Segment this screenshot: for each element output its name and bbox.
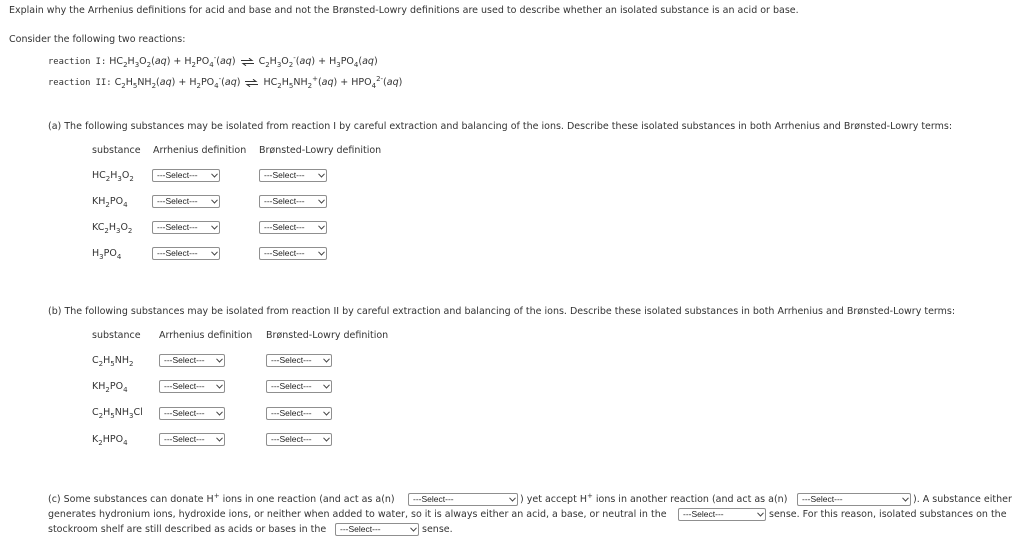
chevron-down-icon <box>316 222 326 233</box>
bronsted-select[interactable] <box>259 169 327 182</box>
arrhenius-select[interactable] <box>152 195 220 208</box>
chevron-down-icon <box>321 381 331 392</box>
substance-formula: $K_2HPO_4$ <box>92 434 128 447</box>
select-value: ---Select--- <box>413 494 454 504</box>
arrhenius-select[interactable] <box>152 247 220 260</box>
substance-formula: $C_2H_5NH_2$ <box>92 355 134 368</box>
chevron-down-icon <box>321 434 331 445</box>
part-b-header-arrhenius: Arrhenius definition <box>159 330 253 341</box>
select-value: ---Select--- <box>164 408 205 418</box>
chevron-down-icon <box>321 408 331 419</box>
substance-formula: $HC_2H_3O_2$ <box>92 170 134 183</box>
select-value: ---Select--- <box>164 355 205 365</box>
consider-text: Consider the following two reactions: <box>9 34 186 45</box>
part-c-text-end-1: ). A substance either <box>913 494 1012 505</box>
part-a-header-bronsted: Brønsted-Lowry definition <box>259 145 382 156</box>
part-b-header-substance: substance <box>92 330 141 341</box>
select-value: ---Select--- <box>264 222 305 232</box>
bronsted-select[interactable] <box>266 407 332 420</box>
chevron-down-icon <box>209 222 219 233</box>
select-value: ---Select--- <box>157 248 198 258</box>
substance-formula: $KH_2PO_4$ <box>92 381 128 394</box>
arrhenius-select[interactable] <box>159 407 225 420</box>
select-value: ---Select--- <box>264 248 305 258</box>
bronsted-select[interactable] <box>266 433 332 446</box>
equilibrium-arrow-icon <box>241 58 254 66</box>
superscript-plus: + <box>586 491 593 500</box>
substance-formula: $H_3PO_4$ <box>92 248 122 261</box>
select-value: ---Select--- <box>157 196 198 206</box>
chevron-down-icon <box>214 408 224 419</box>
arrhenius-select[interactable] <box>152 169 220 182</box>
part-c-text: ions in another reaction (and act as a(n) <box>592 494 788 505</box>
select-value: ---Select--- <box>683 509 724 519</box>
reaction-1-label: reaction I: <box>48 57 107 67</box>
chevron-down-icon <box>900 494 910 505</box>
part-c-text-end-2: sense. For this reason, isolated substances on the <box>769 509 1007 520</box>
select-value: ---Select--- <box>164 434 205 444</box>
part-b-header-bronsted: Brønsted-Lowry definition <box>266 330 389 341</box>
part-c-select-4[interactable] <box>335 523 419 536</box>
chevron-down-icon <box>316 248 326 259</box>
select-value: ---Select--- <box>264 196 305 206</box>
superscript-plus: + <box>213 491 220 500</box>
arrhenius-select[interactable] <box>152 221 220 234</box>
select-value: ---Select--- <box>271 355 312 365</box>
chevron-down-icon <box>507 494 517 505</box>
part-c-line-3: stockroom shelf are still described as acids or bases in the <box>48 524 327 535</box>
select-value: ---Select--- <box>340 524 381 534</box>
substance-formula: $KH_2PO_4$ <box>92 196 128 209</box>
part-c-select-1[interactable] <box>408 493 518 506</box>
part-c-text: ions in one reaction (and act as a(n) <box>219 494 395 505</box>
chevron-down-icon <box>214 355 224 366</box>
chevron-down-icon <box>316 170 326 181</box>
substance-formula: $KC_2H_3O_2$ <box>92 222 133 235</box>
chevron-down-icon <box>214 434 224 445</box>
part-a-header-arrhenius: Arrhenius definition <box>153 145 247 156</box>
select-value: ---Select--- <box>802 494 843 504</box>
chevron-down-icon <box>209 196 219 207</box>
part-c-select-3[interactable] <box>678 508 766 521</box>
bronsted-select[interactable] <box>266 380 332 393</box>
chevron-down-icon <box>755 509 765 520</box>
part-c-text: ) yet accept H <box>520 494 587 505</box>
select-value: ---Select--- <box>264 170 305 180</box>
chevron-down-icon <box>316 196 326 207</box>
reaction-2-label: reaction II: <box>48 78 112 88</box>
part-b-prompt: (b) The following substances may be isolated from reaction II by careful extraction and balancing of the ions. Describe these isolated substances in both Arrhenius and Brønsted-Lowry terms: <box>48 306 956 317</box>
select-value: ---Select--- <box>157 222 198 232</box>
part-c-select-2[interactable] <box>797 493 911 506</box>
chevron-down-icon <box>408 524 418 535</box>
select-value: ---Select--- <box>271 381 312 391</box>
select-value: ---Select--- <box>164 381 205 391</box>
arrhenius-select[interactable] <box>159 354 225 367</box>
bronsted-select[interactable] <box>266 354 332 367</box>
arrhenius-select[interactable] <box>159 380 225 393</box>
chevron-down-icon <box>214 381 224 392</box>
select-value: ---Select--- <box>271 408 312 418</box>
chevron-down-icon <box>321 355 331 366</box>
part-c-line-1b <box>520 491 788 505</box>
substance-formula: $C_2H_5NH_3Cl$ <box>92 407 143 420</box>
part-c-text: (c) Some substances can donate H <box>48 494 214 505</box>
part-c-line-1 <box>48 491 395 505</box>
part-a-header-substance: substance <box>92 145 141 156</box>
part-c-line-2: generates hydronium ions, hydroxide ions, or neither when added to water, so it is always either an acid, a base, or neutral in the <box>48 509 667 520</box>
reaction-2: reaction II: $C_2H_5NH_2(aq) + H_2PO_4^-(aq) HC_2H_5NH_2^+(aq) + HPO_4^{2-}(aq)$ <box>48 74 403 90</box>
question-intro: Explain why the Arrhenius definitions for acid and base and not the Brønsted-Lowry definitions are used to describe whether an isolated substance is an acid or base. <box>9 5 799 16</box>
part-a-prompt: (a) The following substances may be isolated from reaction I by careful extraction and balancing of the ions. Describe these isolated substances in both Arrhenius and Brønsted-Lowry terms: <box>48 121 953 132</box>
select-value: ---Select--- <box>157 170 198 180</box>
arrhenius-select[interactable] <box>159 433 225 446</box>
equilibrium-arrow-icon <box>245 79 258 87</box>
bronsted-select[interactable] <box>259 247 327 260</box>
chevron-down-icon <box>209 248 219 259</box>
bronsted-select[interactable] <box>259 195 327 208</box>
chevron-down-icon <box>209 170 219 181</box>
part-c-text-end-3: sense. <box>422 524 453 535</box>
reaction-1: reaction I: $HC_2H_3O_2(aq) + H_2PO_4^-(aq) C_2H_3O_2^-(aq) + H_3PO_4(aq)$ <box>48 53 378 69</box>
select-value: ---Select--- <box>271 434 312 444</box>
bronsted-select[interactable] <box>259 221 327 234</box>
